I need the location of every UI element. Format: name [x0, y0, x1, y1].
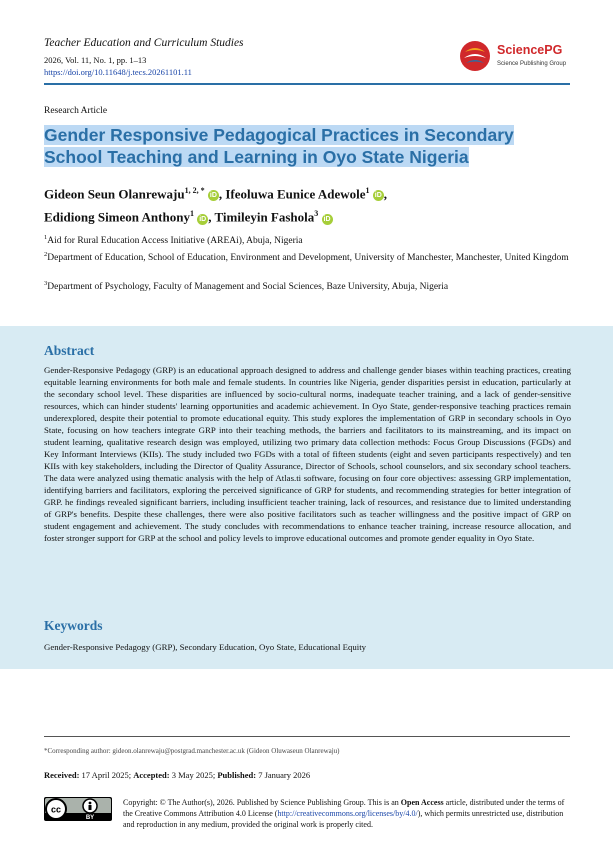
orcid-icon[interactable]: iD — [374, 192, 382, 200]
received-date: 17 April 2025; — [81, 770, 132, 780]
affiliation-text: Aid for Rural Education Access Initiative (AREAi), Abuja, Nigeria — [47, 236, 303, 247]
cc-by-label: BY — [85, 815, 95, 821]
corresponding-author: *Corresponding author: gideon.olanrewaju@postgrad.manchester.ac.uk (Gideon Oluwaseun Olanrewaju) — [44, 747, 340, 755]
volume-info: 2026, Vol. 11, No. 1, pp. 1–13 — [44, 55, 147, 65]
logo-icon — [459, 40, 491, 72]
published-label: Published: — [217, 770, 257, 780]
accepted-label: Accepted: — [133, 770, 170, 780]
orcid-icon[interactable]: iD — [323, 215, 331, 223]
author-name: Timileyin Fashola — [214, 209, 315, 225]
license-link[interactable]: http://creativecommons.org/licenses/by/4.0/ — [277, 809, 418, 818]
published-date: 7 January 2026 — [258, 770, 311, 780]
publication-dates — [44, 770, 310, 780]
open-access-label: Open Access — [400, 798, 444, 807]
affiliation-sup: 3 — [44, 280, 48, 287]
keywords-heading: Keywords — [44, 618, 103, 633]
doi-link[interactable]: https://doi.org/10.11648/j.tecs.20261101.11 — [44, 67, 192, 77]
article-title-text: Gender Responsive Pedagogical Practices in Secondary School Teaching and Learning in Oyo State Nigeria — [44, 125, 514, 167]
affiliation-2 — [44, 248, 574, 265]
logo-subtitle: Science Publishing Group — [497, 61, 567, 67]
journal-name: Teacher Education and Curriculum Studies — [44, 37, 244, 49]
article-title — [44, 124, 544, 168]
author-name: Edidiong Simeon Anthony — [44, 209, 190, 225]
copyright-text: ), which permits unrestricted use, distribution and reproduction in any medium, provided the original work is properly cited. — [123, 809, 564, 829]
affiliation-3 — [44, 277, 574, 294]
affiliation-sup: 2 — [44, 251, 48, 258]
affiliation-sup: 1 — [44, 234, 48, 241]
copyright-notice — [123, 797, 571, 830]
abstract-text: Gender-Responsive Pedagogy (GRP) is an educational approach designed to address and challenge gender biases within teaching practices, creating equitable learning environments for both male and female students. In countries like Nigeria, gender disparities persist in education, particularly at the secondary school level. These disparities are influenced by socio-cultural norms, inadequate teacher training, and a lack of gender-sensitive resources, which can hinder students' learning opportunities and academic achievement. In Oyo State, gender-responsive teaching practices remain underexplored, despite their potential to promote educational equity. This study explores the implementation of GRP in secondary schools in Oyo State, focusing on how teachers integrate GRP into their teaching methods, the barriers and facilitators to its mainstreaming, and its impact on student learning, qualitative research design was employed, utilizing two primary data collection methods: Focus Group Discussions (FGDs) and Key Informant Interviews (KIIs). The study included two FGDs with a total of fifteen students (eight and seven participants respectively) and ten KIIs with key stakeholders, including the Director of Quality Assurance, Director of Schools, school counselors, and six secondary school teachers. The data were analyzed using thematic analysis with the help of Atlas.ti software, focusing on four core objectives: assessing GRP implementation, identifying barriers and facilitators, exploring the perceived significance of GRP for students, and recommending strategies for better integration of GRP. he findings revealed significant barriers, including insufficient teacher training, lack of resources, and resistance due to limited understanding of GRP's benefits. Despite these challenges, there were also positive facilitators such as teacher willingness and the positive impact of GRP on student engagement and achievement. The study concludes with recommendations to enhance teacher training, increase resource allocation, and foster stronger support for GRP at the school and policy levels to improve educational outcomes and promote gender equality in Oyo State. — [44, 365, 571, 543]
author-name: Gideon Seun Olanrewaju — [44, 186, 185, 202]
accepted-date: 3 May 2025; — [171, 770, 216, 780]
author-sup: 3 — [314, 209, 319, 219]
author-list: Gideon Seun Olanrewaju$^{1, 2, *}$ iD , Ifeoluwa Eunice Adewole$^1$ iD , Edidiong Simeon Anthony$^1$ iD , Timileyin Fashola$^3$ iD — [44, 186, 387, 225]
keywords-text: Gender-Responsive Pedagogy (GRP), Secondary Education, Oyo State, Educational Equity — [44, 642, 367, 652]
cc-license-badge[interactable] — [44, 797, 112, 821]
copyright-text: Copyright: © The Author(s), 2026. Published by Science Publishing Group. This is an — [123, 798, 401, 807]
logo-name: SciencePG — [497, 43, 563, 57]
abstract-heading: Abstract — [44, 343, 95, 358]
orcid-icon[interactable]: iD — [199, 215, 207, 223]
affiliation-1 — [44, 231, 574, 248]
affiliation-text: Department of Education, School of Education, Environment and Development, University of Manchester, Manchester, United Kingdom — [47, 253, 569, 264]
article-type: Research Article — [44, 106, 108, 116]
author-sup: 1, 2, * — [184, 186, 205, 195]
copyright-text: article, distributed under the terms of the Creative Commons Attribution 4.0 License ( — [123, 798, 565, 818]
received-label: Received: — [44, 770, 80, 780]
author-name: Ifeoluwa Eunice Adewole — [225, 186, 366, 202]
footer-divider — [44, 736, 570, 737]
author-sup: 1 — [365, 186, 370, 195]
affiliation-text: Department of Psychology, Faculty of Management and Social Sciences, Baze University, Abuja, Nigeria — [47, 282, 449, 293]
svg-text:cc: cc — [50, 804, 62, 815]
author-sup: 1 — [189, 209, 194, 219]
header-divider — [44, 83, 570, 85]
orcid-icon[interactable]: iD — [209, 192, 217, 200]
publisher-logo — [459, 40, 579, 74]
